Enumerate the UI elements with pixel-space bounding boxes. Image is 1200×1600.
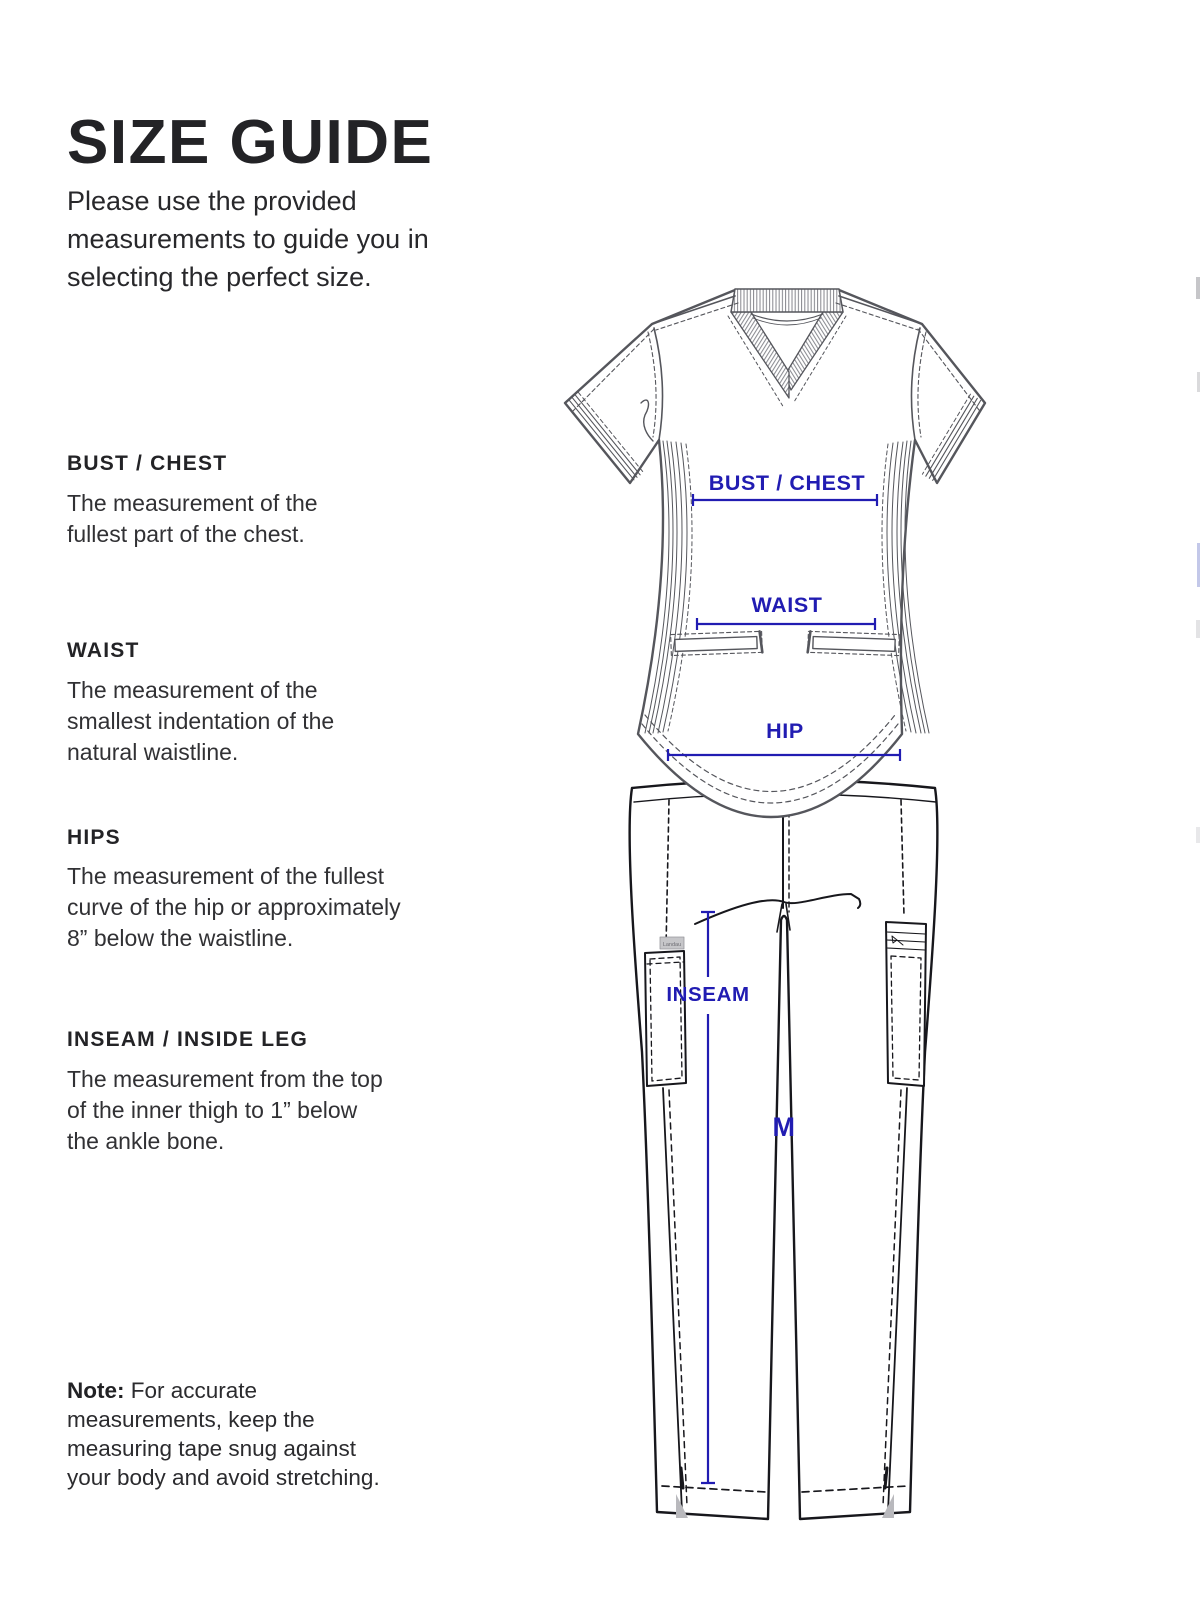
bust-measure-label: BUST / CHEST — [708, 471, 866, 495]
body-line: the ankle bone. — [67, 1128, 225, 1154]
intro-line: selecting the perfect size. — [67, 262, 372, 292]
body-line: The measurement of the — [67, 490, 318, 516]
hip-measure-label: HIP — [766, 719, 804, 743]
body-line: The measurement of the — [67, 677, 318, 703]
page-title: SIZE GUIDE — [67, 107, 434, 177]
section-body-waist — [67, 675, 334, 768]
section-heading-inseam: INSEAM / INSIDE LEG — [67, 1028, 308, 1051]
note-text — [67, 1376, 380, 1492]
body-line: curve of the hip or approximately — [67, 894, 401, 920]
body-line: smallest indentation of the — [67, 708, 335, 734]
body-line: fullest part of the chest. — [67, 521, 305, 547]
intro-text — [67, 182, 429, 296]
note-label: Note: — [67, 1378, 125, 1403]
body-line: natural waistline. — [67, 739, 239, 765]
note-line: measurements, keep the — [67, 1407, 315, 1432]
intro-line: Please use the provided — [67, 186, 357, 216]
section-heading-hips: HIPS — [67, 826, 121, 849]
section-heading-waist: WAIST — [67, 639, 140, 662]
waist-measure-label: WAIST — [751, 593, 823, 617]
inseam-measure-label: INSEAM — [666, 983, 750, 1006]
note-line: your body and avoid stretching. — [67, 1465, 380, 1490]
edge-fragment — [1196, 277, 1200, 299]
note-line — [67, 1376, 380, 1405]
intro-line: measurements to guide you in — [67, 224, 429, 254]
edge-fragment — [1196, 827, 1200, 843]
note-line: measuring tape snug against — [67, 1436, 356, 1461]
body-line: The measurement from the top — [67, 1066, 383, 1092]
edge-fragment — [1196, 620, 1200, 638]
section-body-bust-chest — [67, 488, 318, 550]
section-body-hips — [67, 861, 401, 954]
body-line: The measurement of the fullest — [67, 863, 385, 889]
section-body-inseam — [67, 1064, 383, 1157]
note-line-text: For accurate — [130, 1378, 258, 1403]
size-guide-diagram — [535, 272, 1005, 1527]
section-heading-bust-chest: BUST / CHEST — [67, 452, 228, 475]
body-line: 8” below the waistline. — [67, 925, 294, 951]
size-letter: M — [772, 1112, 796, 1142]
scrub-pants-drawing — [630, 780, 938, 1519]
right-cargo-pocket — [886, 922, 926, 1086]
body-line: of the inner thigh to 1” below — [67, 1097, 358, 1123]
left-cargo-pocket — [645, 937, 686, 1086]
brand-tag-label: Landau — [662, 942, 682, 948]
